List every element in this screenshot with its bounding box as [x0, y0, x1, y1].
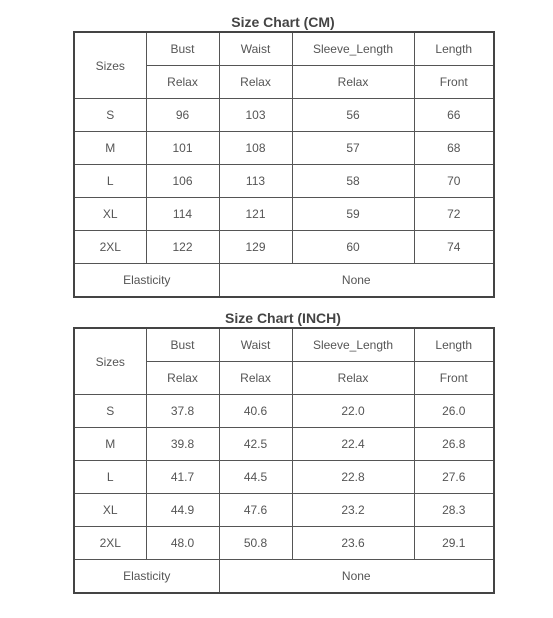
value-cell: 26.8 [414, 428, 494, 461]
value-cell: 44.5 [219, 461, 292, 494]
value-cell: 59 [292, 198, 414, 231]
size-cell: 2XL [74, 527, 146, 560]
value-cell: 44.9 [146, 494, 219, 527]
header-cell: Waist [219, 328, 292, 362]
table-row [74, 231, 494, 264]
size-chart-inch [73, 309, 493, 594]
size-table [73, 31, 495, 298]
table-row [74, 428, 494, 461]
size-table [73, 327, 495, 594]
value-cell: 22.4 [292, 428, 414, 461]
value-cell: 22.8 [292, 461, 414, 494]
value-cell: 60 [292, 231, 414, 264]
chart-title: Size Chart (INCH) [225, 310, 341, 326]
subheader-cell: Relax [219, 362, 292, 395]
value-cell: 58 [292, 165, 414, 198]
value-cell: 103 [219, 99, 292, 132]
value-cell: 48.0 [146, 527, 219, 560]
value-cell: 113 [219, 165, 292, 198]
size-cell: M [74, 132, 146, 165]
size-cell: L [74, 461, 146, 494]
table-row [74, 132, 494, 165]
value-cell: 39.8 [146, 428, 219, 461]
subheader-cell: Relax [292, 66, 414, 99]
value-cell: 114 [146, 198, 219, 231]
elasticity-label: Elasticity [74, 560, 219, 594]
table-row [74, 527, 494, 560]
header-cell: Sleeve_Length [292, 32, 414, 66]
value-cell: 96 [146, 99, 219, 132]
size-cell: 2XL [74, 231, 146, 264]
size-cell: S [74, 395, 146, 428]
subheader-cell: Relax [219, 66, 292, 99]
elasticity-value: None [219, 560, 494, 594]
size-chart-cm [73, 13, 493, 298]
value-cell: 47.6 [219, 494, 292, 527]
value-cell: 122 [146, 231, 219, 264]
table-row [74, 99, 494, 132]
subheader-cell: Relax [146, 362, 219, 395]
table-row [74, 395, 494, 428]
value-cell: 74 [414, 231, 494, 264]
subheader-cell: Relax [146, 66, 219, 99]
value-cell: 101 [146, 132, 219, 165]
subheader-cell: Front [414, 362, 494, 395]
chart-title: Size Chart (CM) [231, 14, 335, 30]
header-cell: Length [414, 328, 494, 362]
value-cell: 27.6 [414, 461, 494, 494]
value-cell: 72 [414, 198, 494, 231]
sizes-header: Sizes [74, 328, 146, 395]
size-cell: M [74, 428, 146, 461]
size-cell: S [74, 99, 146, 132]
header-cell: Waist [219, 32, 292, 66]
elasticity-row [74, 560, 494, 594]
value-cell: 56 [292, 99, 414, 132]
size-cell: XL [74, 494, 146, 527]
value-cell: 70 [414, 165, 494, 198]
value-cell: 129 [219, 231, 292, 264]
elasticity-value: None [219, 264, 494, 298]
value-cell: 57 [292, 132, 414, 165]
subheader-cell: Front [414, 66, 494, 99]
value-cell: 28.3 [414, 494, 494, 527]
value-cell: 106 [146, 165, 219, 198]
value-cell: 26.0 [414, 395, 494, 428]
size-cell: XL [74, 198, 146, 231]
value-cell: 66 [414, 99, 494, 132]
header-row [74, 328, 494, 362]
size-cell: L [74, 165, 146, 198]
value-cell: 41.7 [146, 461, 219, 494]
value-cell: 42.5 [219, 428, 292, 461]
table-row [74, 165, 494, 198]
header-cell: Sleeve_Length [292, 328, 414, 362]
value-cell: 23.2 [292, 494, 414, 527]
header-cell: Length [414, 32, 494, 66]
sizes-header: Sizes [74, 32, 146, 99]
elasticity-label: Elasticity [74, 264, 219, 298]
value-cell: 50.8 [219, 527, 292, 560]
value-cell: 68 [414, 132, 494, 165]
value-cell: 40.6 [219, 395, 292, 428]
value-cell: 29.1 [414, 527, 494, 560]
value-cell: 22.0 [292, 395, 414, 428]
table-row [74, 198, 494, 231]
header-cell: Bust [146, 328, 219, 362]
header-row [74, 32, 494, 66]
value-cell: 108 [219, 132, 292, 165]
elasticity-row [74, 264, 494, 298]
table-row [74, 461, 494, 494]
value-cell: 37.8 [146, 395, 219, 428]
table-row [74, 494, 494, 527]
subheader-cell: Relax [292, 362, 414, 395]
value-cell: 23.6 [292, 527, 414, 560]
header-cell: Bust [146, 32, 219, 66]
value-cell: 121 [219, 198, 292, 231]
